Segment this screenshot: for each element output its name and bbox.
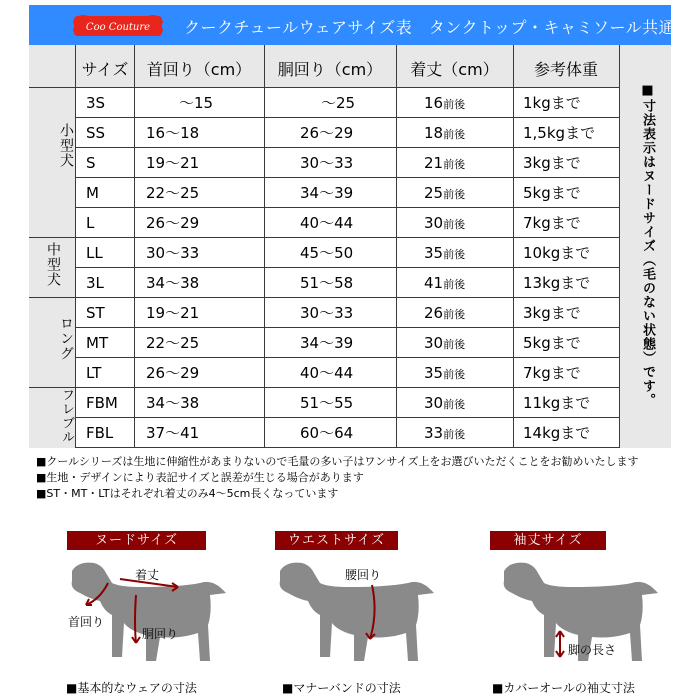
cell-length [424, 298, 504, 327]
cell-length [424, 358, 504, 387]
length-suffix: 前後 [443, 398, 466, 411]
cell-waist: 51～58 [300, 274, 354, 292]
cell-size: FBM [86, 394, 118, 412]
caption-nude: ■基本的なウェアの寸法 [66, 681, 197, 695]
length-value: 30 [424, 394, 444, 412]
cell-size: S [86, 154, 96, 172]
cell-weight: 1kgまで [523, 94, 581, 112]
category-label-long: ロング [58, 316, 74, 361]
col-header-waist: 胴回り（cm） [277, 60, 383, 79]
cell-neck: 37～41 [146, 424, 200, 442]
page-title: クークチュールウェアサイズ表 タンクトップ・キャミソール共通 [184, 18, 676, 37]
cell-size: 3S [86, 94, 106, 112]
cell-neck: 19～21 [146, 304, 200, 322]
length-value: 33 [424, 424, 444, 442]
side-note-text: ■寸法表示はヌードサイズ（毛のない状態）です。 [640, 83, 655, 407]
side-note [619, 45, 671, 448]
table-row [76, 418, 619, 448]
cell-neck: 26～29 [146, 214, 200, 232]
length-suffix: 前後 [443, 248, 466, 261]
cell-length [424, 208, 504, 237]
cell-weight: 1,5kgまで [523, 124, 596, 142]
cell-waist: 60～64 [300, 424, 354, 442]
cell-weight: 13kgまで [523, 274, 591, 292]
cell-weight: 7kgまで [523, 364, 581, 382]
note-item: ■ST・MT・LTはそれぞれ着丈のみ4～5cm長くなっています [36, 487, 339, 500]
category-frenchbull [29, 388, 76, 448]
category-medium [29, 238, 76, 298]
cell-waist: 30～33 [300, 304, 354, 322]
cell-neck: 16～18 [146, 124, 200, 142]
length-suffix: 前後 [443, 278, 466, 291]
cell-neck: ～15 [179, 94, 214, 112]
cell-weight: 3kgまで [523, 304, 581, 322]
svg-text:Coo Couture: Coo Couture [85, 22, 151, 33]
cell-weight: 5kgまで [523, 334, 581, 352]
category-label-frenchbull: フレブル [59, 388, 74, 444]
length-value: 30 [424, 214, 444, 232]
diagram-title-nude: ヌードサイズ [67, 531, 206, 550]
label-neck: 首回り [68, 615, 105, 629]
cell-waist: 40～44 [300, 214, 354, 232]
cell-waist: 51～55 [300, 394, 354, 412]
notes [36, 454, 638, 502]
length-value: 35 [424, 364, 444, 382]
length-value: 26 [424, 304, 444, 322]
cell-length [424, 268, 504, 297]
coo-couture-logo [72, 14, 164, 38]
cell-waist: 26～29 [300, 124, 354, 142]
cell-length [424, 118, 504, 147]
note-item: ■クールシリーズは生地に伸縮性があまりないので毛量の多い子はワンサイズ上をお選びいただくことをお勧めいたします [36, 455, 639, 468]
table-row [76, 268, 619, 298]
cell-size: SS [86, 124, 106, 142]
cell-size: M [86, 184, 99, 202]
cell-size: FBL [86, 424, 114, 442]
table-row [76, 88, 619, 118]
table-header-row [76, 45, 619, 88]
cell-size: 3L [86, 274, 104, 292]
cell-length [424, 238, 504, 267]
cell-neck: 26～29 [146, 364, 200, 382]
cell-size: LL [86, 244, 103, 262]
category-header-blank [29, 45, 76, 88]
length-suffix: 前後 [443, 338, 466, 351]
cell-length [424, 328, 504, 357]
cell-waist: 34～39 [300, 184, 354, 202]
cell-waist: ～25 [321, 94, 356, 112]
cell-weight: 5kgまで [523, 184, 581, 202]
label-length: 着丈 [135, 568, 160, 582]
length-value: 41 [424, 274, 444, 292]
cell-size: MT [86, 334, 109, 352]
category-small [29, 88, 76, 238]
table-row [76, 388, 619, 418]
length-suffix: 前後 [443, 128, 466, 141]
length-value: 35 [424, 244, 444, 262]
cell-length [424, 148, 504, 177]
cell-neck: 19～21 [146, 154, 200, 172]
cell-neck: 34～38 [146, 394, 200, 412]
table-row [76, 148, 619, 178]
caption-waist: ■マナーバンドの寸法 [282, 681, 401, 695]
table-row [76, 178, 619, 208]
cell-length [424, 178, 504, 207]
cell-weight: 7kgまで [523, 214, 581, 232]
divider [513, 45, 514, 448]
note-item: ■生地・デザインにより表記サイズと誤差が生じる場合があります [36, 471, 364, 484]
cell-length [424, 388, 504, 417]
cell-neck: 34～38 [146, 274, 200, 292]
length-suffix: 前後 [443, 188, 466, 201]
length-value: 18 [424, 124, 444, 142]
col-header-neck: 首回り（cm） [146, 60, 252, 79]
diagram-title-waist: ウエストサイズ [275, 531, 398, 550]
cell-length [424, 418, 504, 447]
length-value: 25 [424, 184, 444, 202]
cell-length [424, 88, 504, 117]
label-chest: 胴回り [142, 627, 179, 641]
cell-neck: 30～33 [146, 244, 200, 262]
cell-waist: 34～39 [300, 334, 354, 352]
divider [264, 45, 265, 448]
divider [134, 45, 135, 448]
length-suffix: 前後 [443, 218, 466, 231]
header-banner [29, 5, 676, 45]
table-row [76, 358, 619, 388]
length-value: 21 [424, 154, 444, 172]
cell-size: ST [86, 304, 105, 322]
length-suffix: 前後 [443, 308, 466, 321]
length-suffix: 前後 [443, 98, 466, 111]
length-value: 16 [424, 94, 444, 112]
cell-weight: 11kgまで [523, 394, 591, 412]
cell-weight: 3kgまで [523, 154, 581, 172]
cell-size: L [86, 214, 95, 232]
cell-neck: 22～25 [146, 334, 200, 352]
length-suffix: 前後 [443, 368, 466, 381]
cell-weight: 10kgまで [523, 244, 591, 262]
cell-waist: 30～33 [300, 154, 354, 172]
length-suffix: 前後 [443, 158, 466, 171]
cell-waist: 40～44 [300, 364, 354, 382]
table-row [76, 238, 619, 268]
table-row [76, 328, 619, 358]
length-suffix: 前後 [443, 428, 466, 441]
divider [396, 45, 397, 448]
label-sleeve: 脚の長さ [568, 643, 617, 657]
cell-size: LT [86, 364, 102, 382]
label-waist: 腰回り [345, 568, 382, 582]
diagram-title-sleeve: 袖丈サイズ [490, 531, 606, 550]
table-row [76, 208, 619, 238]
col-header-size: サイズ [81, 60, 129, 79]
cell-neck: 22～25 [146, 184, 200, 202]
table-row [76, 298, 619, 328]
caption-sleeve: ■カバーオールの袖丈寸法 [492, 681, 635, 695]
length-value: 30 [424, 334, 444, 352]
table-row [76, 118, 619, 148]
cell-weight: 14kgまで [523, 424, 591, 442]
category-label-medium: 中型犬 [45, 242, 61, 287]
col-header-weight: 参考体重 [533, 60, 598, 79]
col-header-length: 着丈（cm） [410, 60, 499, 79]
category-long [29, 298, 76, 388]
category-label-small: 小型犬 [58, 123, 74, 168]
cell-waist: 45～50 [300, 244, 354, 262]
